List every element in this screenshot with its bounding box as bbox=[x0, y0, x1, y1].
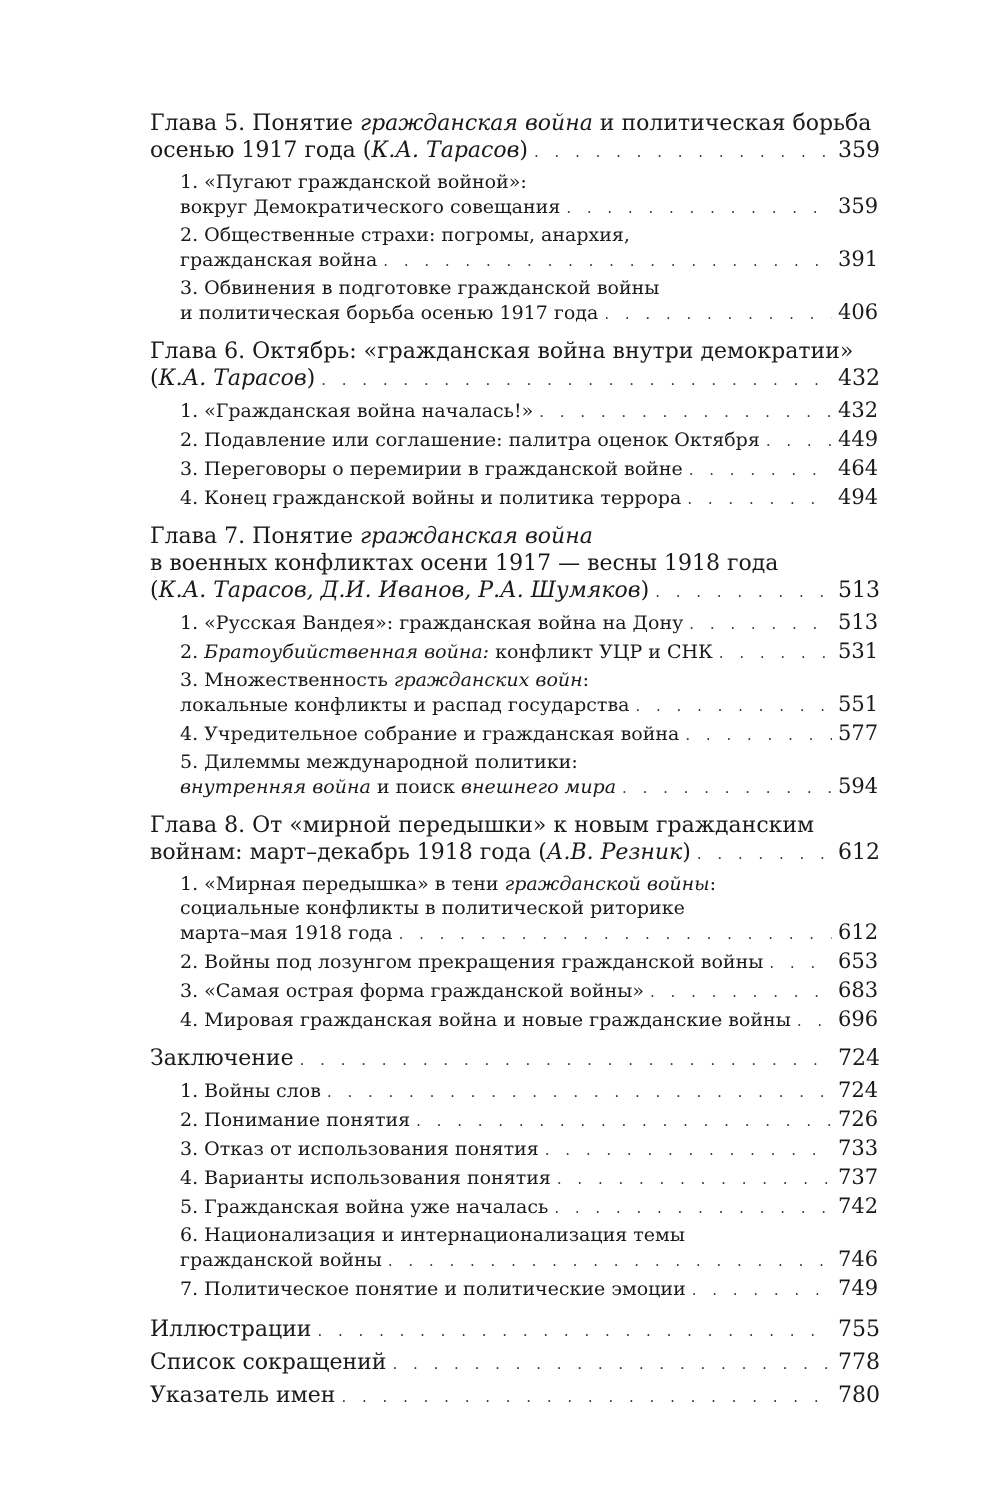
section-title-text bbox=[180, 775, 616, 799]
section-title-text bbox=[180, 896, 685, 920]
page-number: 464 bbox=[838, 456, 879, 480]
section-line bbox=[180, 223, 870, 247]
section-line bbox=[180, 1194, 879, 1220]
text-segment: Глава 6. Октябрь: «гражданская война внутри демократии» bbox=[150, 339, 854, 364]
chapter-heading[interactable] bbox=[150, 523, 880, 606]
text-segment: 1. «Пугают гражданской войной»: bbox=[180, 171, 527, 193]
page-number: 406 bbox=[838, 300, 879, 324]
chapter-heading[interactable] bbox=[150, 338, 880, 394]
chapter-title-text bbox=[150, 812, 814, 839]
section-title-text bbox=[180, 979, 644, 1003]
toc-section[interactable] bbox=[150, 668, 879, 718]
italic-text: К.А. Тарасов bbox=[158, 366, 307, 391]
chapter-title-text bbox=[150, 577, 649, 604]
section-line bbox=[180, 750, 870, 774]
dot-leader bbox=[719, 641, 832, 665]
page-number: 755 bbox=[838, 1317, 880, 1342]
section-title-text bbox=[180, 1008, 791, 1032]
page-number: 577 bbox=[838, 721, 879, 745]
text-segment: : bbox=[582, 669, 590, 691]
text-segment: и политическая борьба bbox=[592, 111, 872, 136]
section-line bbox=[180, 610, 879, 636]
section-title-text bbox=[180, 1137, 539, 1161]
text-segment: ) bbox=[640, 578, 650, 603]
section-line bbox=[180, 1276, 879, 1302]
toc-chapter bbox=[150, 523, 880, 800]
dot-leader bbox=[685, 723, 832, 747]
section-line bbox=[180, 1007, 879, 1033]
text-segment: ) bbox=[306, 366, 316, 391]
page-number: 724 bbox=[838, 1078, 879, 1102]
section-line bbox=[180, 194, 879, 220]
text-segment: : bbox=[709, 873, 717, 895]
text-segment: ) bbox=[519, 138, 528, 163]
italic-text: гражданской войны bbox=[504, 873, 710, 895]
chapter-line bbox=[150, 365, 880, 394]
dot-leader bbox=[317, 1316, 832, 1347]
chapter-heading[interactable] bbox=[150, 110, 880, 166]
page-number: 449 bbox=[838, 427, 879, 451]
toc-section[interactable] bbox=[150, 949, 879, 975]
chapter-line bbox=[150, 550, 870, 577]
dot-leader bbox=[566, 196, 832, 220]
toc-section[interactable] bbox=[150, 456, 879, 482]
chapter-title-text bbox=[150, 550, 778, 577]
section-title-text bbox=[180, 750, 578, 774]
page-number: 513 bbox=[838, 610, 879, 634]
chapter-title-text bbox=[150, 1045, 294, 1072]
section-line bbox=[180, 978, 879, 1004]
dot-leader bbox=[687, 487, 832, 511]
page-number: 696 bbox=[838, 1007, 879, 1031]
toc-section[interactable] bbox=[150, 639, 879, 665]
chapter-title-text bbox=[150, 523, 593, 550]
toc-section[interactable] bbox=[150, 276, 879, 326]
text-segment: 7. Политическое понятие и политические эмоции bbox=[180, 1278, 686, 1300]
dot-leader bbox=[635, 694, 832, 718]
page-number: 737 bbox=[838, 1165, 879, 1189]
page-number: 551 bbox=[838, 692, 879, 716]
page-number: 359 bbox=[838, 194, 879, 218]
section-line bbox=[180, 1247, 879, 1273]
text-segment: 3. «Самая острая форма гражданской войны» bbox=[180, 980, 644, 1002]
page-number: 494 bbox=[838, 485, 879, 509]
page-number: 724 bbox=[838, 1046, 880, 1071]
text-segment: 1. «Мирная передышка» в тени bbox=[180, 873, 505, 895]
text-segment: 3. Переговоры о перемирии в гражданской войне bbox=[180, 458, 683, 480]
toc-section[interactable] bbox=[150, 485, 879, 511]
page-number: 742 bbox=[838, 1194, 879, 1218]
section-line bbox=[180, 872, 870, 896]
dot-leader bbox=[327, 1080, 832, 1104]
section-title-text bbox=[180, 195, 560, 219]
toc-section[interactable] bbox=[150, 1078, 879, 1104]
dot-leader bbox=[604, 302, 832, 326]
italic-text: К.А. Тарасов, Д.И. Иванов, Р.А. Шумяков bbox=[158, 578, 641, 603]
dot-leader bbox=[697, 841, 832, 868]
chapter-heading[interactable] bbox=[150, 812, 880, 868]
dot-leader bbox=[539, 400, 832, 424]
page-number: 391 bbox=[838, 247, 879, 271]
chapter-line bbox=[150, 110, 870, 137]
section-line bbox=[180, 639, 879, 665]
section-title-text bbox=[180, 399, 533, 423]
dot-leader bbox=[689, 458, 832, 482]
page-number: 683 bbox=[838, 978, 879, 1002]
chapter-title-text bbox=[150, 338, 853, 365]
page-number: 432 bbox=[838, 398, 879, 422]
table-of-contents bbox=[150, 110, 880, 1413]
text-segment: ( bbox=[150, 366, 159, 391]
text-segment: осенью 1917 года ( bbox=[150, 138, 372, 163]
section-title-text bbox=[180, 668, 589, 692]
page-number: 746 bbox=[838, 1247, 879, 1271]
text-segment: ) bbox=[682, 840, 691, 865]
chapter-line bbox=[150, 577, 880, 606]
dot-leader bbox=[557, 1167, 832, 1191]
section-line bbox=[180, 949, 879, 975]
chapter-title-text bbox=[150, 839, 691, 866]
dot-leader bbox=[766, 429, 832, 453]
toc-section[interactable] bbox=[150, 1136, 879, 1162]
italic-text: гражданских войн bbox=[393, 669, 583, 691]
toc-section[interactable] bbox=[150, 978, 879, 1004]
chapter-title-text bbox=[150, 137, 528, 164]
text-segment: 5. Гражданская война уже началась bbox=[180, 1196, 549, 1218]
back-matter bbox=[150, 1314, 880, 1413]
section-title-text bbox=[180, 611, 683, 635]
section-line bbox=[180, 1136, 879, 1162]
toc-section[interactable] bbox=[150, 223, 879, 273]
section-title-text bbox=[180, 722, 679, 746]
text-segment: и поиск bbox=[370, 776, 461, 798]
chapter-title-text bbox=[150, 110, 871, 137]
text-segment: ( bbox=[150, 578, 159, 603]
text-segment: 1. Войны слов bbox=[180, 1080, 321, 1102]
section-line bbox=[180, 692, 879, 718]
text-segment: 2. Войны под лозунгом прекращения гражданской войны bbox=[180, 951, 764, 973]
section-line bbox=[180, 1165, 879, 1191]
toc-chapter bbox=[150, 812, 880, 1033]
italic-text: А.В. Резник bbox=[546, 840, 683, 865]
text-segment: марта–мая 1918 года bbox=[180, 922, 393, 944]
italic-text: Братоубийственная война: bbox=[204, 641, 490, 663]
dot-leader bbox=[797, 1009, 832, 1033]
chapter-line bbox=[150, 1045, 880, 1074]
dot-leader bbox=[692, 1278, 832, 1302]
section-line bbox=[180, 398, 879, 424]
section-title-text bbox=[180, 872, 716, 896]
text-segment: локальные конфликты и распад государства bbox=[180, 694, 630, 716]
chapter-line bbox=[150, 137, 880, 166]
italic-text: внешнего мира bbox=[460, 776, 617, 798]
text-segment: войнам: март–декабрь 1918 года ( bbox=[150, 840, 547, 865]
text-segment: социальные конфликты в политической риторике bbox=[180, 897, 685, 919]
dot-leader bbox=[383, 249, 832, 273]
italic-text: внутренняя война bbox=[180, 776, 371, 798]
section-line bbox=[180, 456, 879, 482]
chapter-line bbox=[150, 523, 870, 550]
text-segment: и политическая борьба осенью 1917 года bbox=[180, 302, 599, 324]
chapter-line bbox=[150, 839, 880, 868]
toc-section[interactable] bbox=[150, 1165, 879, 1191]
section-line bbox=[180, 721, 879, 747]
dot-leader bbox=[321, 367, 832, 394]
text-segment: 4. Конец гражданской войны и политика террора bbox=[180, 487, 682, 509]
section-line bbox=[180, 1078, 879, 1104]
section-title-text bbox=[180, 1079, 321, 1103]
toc-section[interactable] bbox=[150, 872, 879, 946]
page-number: 653 bbox=[838, 949, 879, 973]
toc-section[interactable] bbox=[150, 398, 879, 424]
text-segment: 3. Множественность bbox=[180, 669, 394, 691]
back-matter-entry[interactable] bbox=[150, 1347, 880, 1380]
section-line bbox=[180, 896, 870, 920]
section-line bbox=[180, 427, 879, 453]
section-title-text bbox=[180, 276, 659, 300]
section-line bbox=[180, 920, 879, 946]
section-line bbox=[180, 485, 879, 511]
page-number: 780 bbox=[838, 1383, 880, 1408]
text-segment: гражданской войны bbox=[180, 1249, 382, 1271]
back-matter-entry[interactable] bbox=[150, 1314, 880, 1347]
dot-leader bbox=[300, 1047, 832, 1074]
chapter-line bbox=[150, 812, 870, 839]
section-line bbox=[180, 774, 879, 800]
section-line bbox=[180, 1223, 870, 1247]
back-matter-title: Иллюстрации bbox=[150, 1317, 312, 1342]
back-matter-title: Список сокращений bbox=[150, 1350, 387, 1375]
dot-leader bbox=[534, 139, 832, 166]
text-segment: гражданская война bbox=[180, 249, 378, 271]
section-title-text bbox=[180, 486, 681, 510]
text-segment: 3. Отказ от использования понятия bbox=[180, 1138, 539, 1160]
section-title-text bbox=[180, 640, 713, 664]
page-number: 749 bbox=[838, 1276, 879, 1300]
text-segment: Глава 5. Понятие bbox=[150, 111, 360, 136]
section-title-text bbox=[180, 428, 760, 452]
text-segment: 5. Дилеммы международной политики: bbox=[180, 751, 578, 773]
section-title-text bbox=[180, 1277, 686, 1301]
page-number: 733 bbox=[838, 1136, 879, 1160]
text-segment: в военных конфликтах осени 1917 — весны 1918 года bbox=[150, 551, 779, 576]
italic-text: К.А. Тарасов bbox=[371, 138, 520, 163]
text-segment: 2. Понимание понятия bbox=[180, 1109, 411, 1131]
toc-section[interactable] bbox=[150, 170, 879, 220]
text-segment: Глава 7. Понятие bbox=[150, 524, 360, 549]
text-segment: 2. bbox=[180, 641, 205, 663]
page-number: 359 bbox=[838, 138, 880, 163]
dot-leader bbox=[689, 612, 832, 636]
back-matter-title: Указатель имен bbox=[150, 1383, 336, 1408]
section-title-text bbox=[180, 693, 629, 717]
section-title-text bbox=[180, 921, 393, 945]
chapter-title-text bbox=[150, 365, 315, 392]
chapter-heading[interactable] bbox=[150, 1045, 880, 1074]
dot-leader bbox=[655, 579, 832, 606]
back-matter-entry[interactable] bbox=[150, 1380, 880, 1413]
text-segment: Глава 8. От «мирной передышки» к новым гражданским bbox=[150, 813, 815, 838]
section-title-text bbox=[180, 1108, 410, 1132]
page-number: 513 bbox=[838, 578, 880, 603]
dot-leader bbox=[650, 980, 832, 1004]
dot-leader bbox=[545, 1138, 832, 1162]
dot-leader bbox=[341, 1382, 832, 1413]
text-segment: 4. Учредительное собрание и гражданская война bbox=[180, 723, 680, 745]
section-line bbox=[180, 276, 870, 300]
section-title-text bbox=[180, 1195, 548, 1219]
italic-text: гражданская война bbox=[359, 524, 593, 549]
text-segment: 6. Национализация и интернационализация темы bbox=[180, 1224, 685, 1246]
page-number: 778 bbox=[838, 1350, 880, 1375]
dot-leader bbox=[622, 776, 832, 800]
toc-section[interactable] bbox=[150, 427, 879, 453]
page-number: 531 bbox=[838, 639, 879, 663]
section-line bbox=[180, 1107, 879, 1133]
text-segment: 1. «Русская Вандея»: гражданская война на Дону bbox=[180, 612, 684, 634]
section-line bbox=[180, 247, 879, 273]
page-number: 594 bbox=[838, 774, 879, 798]
section-title-text bbox=[180, 1223, 685, 1247]
toc-section[interactable] bbox=[150, 750, 879, 800]
dot-leader bbox=[769, 951, 832, 975]
toc-section[interactable] bbox=[150, 1194, 879, 1220]
section-title-text bbox=[180, 248, 377, 272]
text-segment: 3. Обвинения в подготовке гражданской войны bbox=[180, 277, 660, 299]
text-segment: Заключение bbox=[150, 1046, 294, 1071]
section-line bbox=[180, 668, 870, 692]
toc-section[interactable] bbox=[150, 1276, 879, 1302]
page-number: 432 bbox=[838, 366, 880, 391]
section-title-text bbox=[180, 950, 763, 974]
page-number: 612 bbox=[838, 920, 879, 944]
section-title-text bbox=[180, 1166, 551, 1190]
section-title-text bbox=[180, 1248, 382, 1272]
toc-section[interactable] bbox=[150, 1107, 879, 1133]
toc-section[interactable] bbox=[150, 610, 879, 636]
dot-leader bbox=[392, 1349, 832, 1380]
section-line bbox=[180, 300, 879, 326]
toc-section[interactable] bbox=[150, 721, 879, 747]
dot-leader bbox=[388, 1249, 832, 1273]
text-segment: 1. «Гражданская война началась!» bbox=[180, 400, 534, 422]
text-segment: вокруг Демократического совещания bbox=[180, 196, 561, 218]
toc-section[interactable] bbox=[150, 1223, 879, 1273]
dot-leader bbox=[399, 922, 832, 946]
dot-leader bbox=[554, 1196, 832, 1220]
toc-section[interactable] bbox=[150, 1007, 879, 1033]
toc-chapter bbox=[150, 1045, 880, 1302]
dot-leader bbox=[416, 1109, 832, 1133]
text-segment: 2. Общественные страхи: погромы, анархия, bbox=[180, 224, 630, 246]
toc-chapter bbox=[150, 110, 880, 326]
section-title-text bbox=[180, 170, 527, 194]
italic-text: гражданская война bbox=[359, 111, 593, 136]
text-segment: 4. Варианты использования понятия bbox=[180, 1167, 551, 1189]
page-number: 612 bbox=[838, 840, 880, 865]
page-number: 726 bbox=[838, 1107, 879, 1131]
toc-chapter bbox=[150, 338, 880, 511]
text-segment: 2. Подавление или соглашение: палитра оценок Октября bbox=[180, 429, 760, 451]
section-line bbox=[180, 170, 870, 194]
text-segment: 4. Мировая гражданская война и новые гражданские войны bbox=[180, 1009, 791, 1031]
chapter-line bbox=[150, 338, 870, 365]
section-title-text bbox=[180, 457, 683, 481]
text-segment: конфликт УЦР и СНК bbox=[489, 641, 713, 663]
section-title-text bbox=[180, 223, 630, 247]
section-title-text bbox=[180, 301, 598, 325]
